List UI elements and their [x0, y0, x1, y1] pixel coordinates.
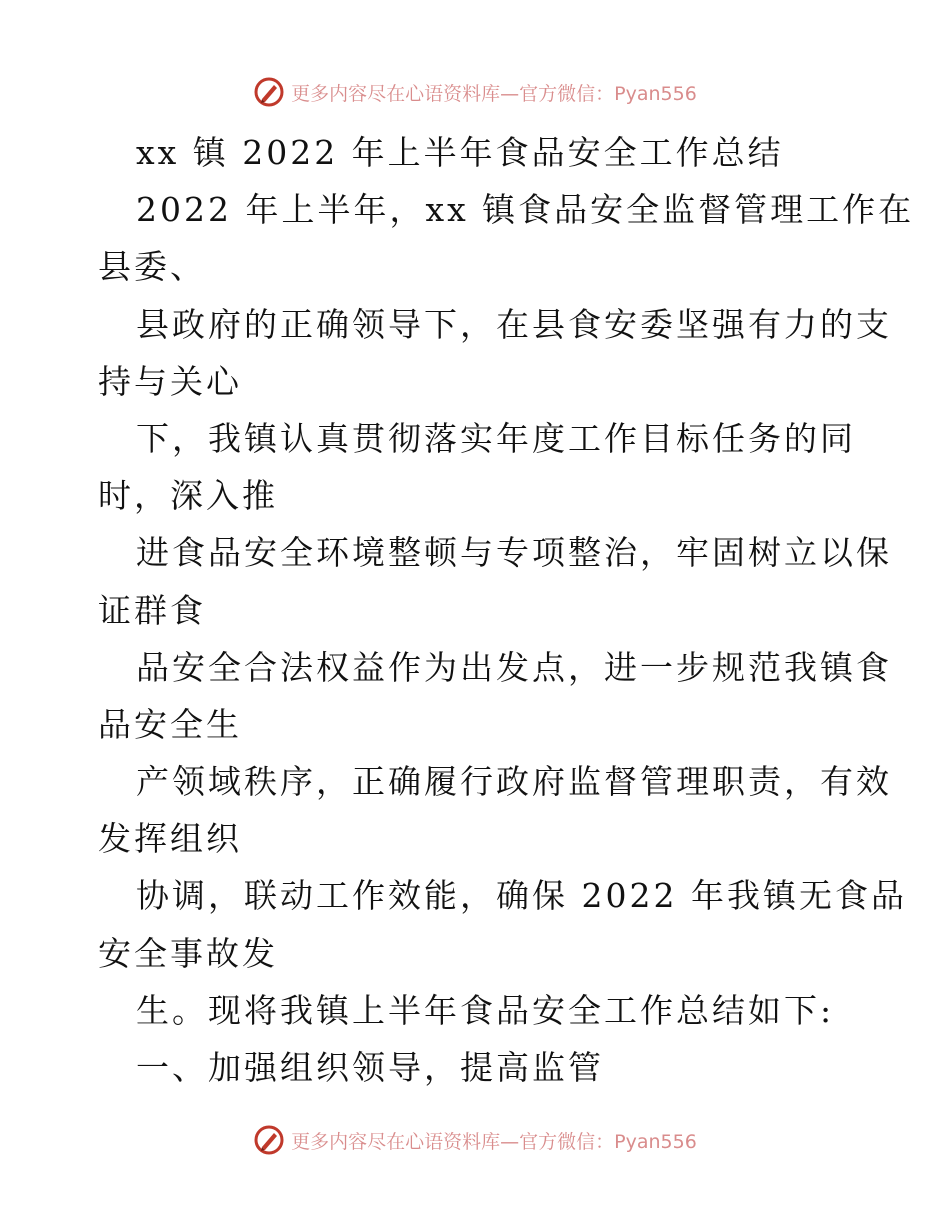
watermark-top: [0, 72, 950, 112]
watermark-text: 更多内容尽在心语资料库—官方微信：Pyan556: [291, 1130, 697, 1153]
paragraph-line: 发挥组织: [98, 819, 242, 859]
paragraph-line: 时，深入推: [98, 476, 278, 516]
paragraph-line: 持与关心: [98, 361, 242, 401]
paragraph-line: 产领域秩序，正确履行政府监督管理职责，有效: [136, 762, 892, 802]
paragraph-line: 2022 年上半年，xx 镇食品安全监督管理工作在: [136, 190, 915, 230]
document-body: [98, 124, 915, 1096]
paragraph-line: 进食品安全环境整顿与专项整治，牢固树立以保: [136, 533, 892, 573]
paragraph-line: 品安全生: [98, 704, 242, 744]
paragraph-line: 安全事故发: [98, 933, 278, 973]
paragraph-line: 证群食: [98, 590, 206, 630]
pen-logo-icon: [253, 1124, 285, 1156]
pen-logo-icon: [253, 76, 285, 108]
paragraph-line: 生。现将我镇上半年食品安全工作总结如下:: [136, 990, 835, 1030]
paragraph-line: 协调，联动工作效能，确保 2022 年我镇无食品: [136, 876, 907, 916]
paragraph-line: 下，我镇认真贯彻落实年度工作目标任务的同: [136, 418, 856, 458]
paragraph-line: 县委、: [98, 247, 206, 287]
section-heading: 一、加强组织领导，提高监管: [136, 1048, 604, 1087]
paragraph-line: 县政府的正确领导下，在县食安委坚强有力的支: [136, 304, 892, 344]
document-title: xx 镇 2022 年上半年食品安全工作总结: [136, 133, 784, 172]
watermark-text: 更多内容尽在心语资料库—官方微信：Pyan556: [291, 82, 697, 105]
watermark-bottom: [0, 1120, 950, 1160]
paragraph-line: 品安全合法权益作为出发点，进一步规范我镇食: [136, 647, 892, 687]
